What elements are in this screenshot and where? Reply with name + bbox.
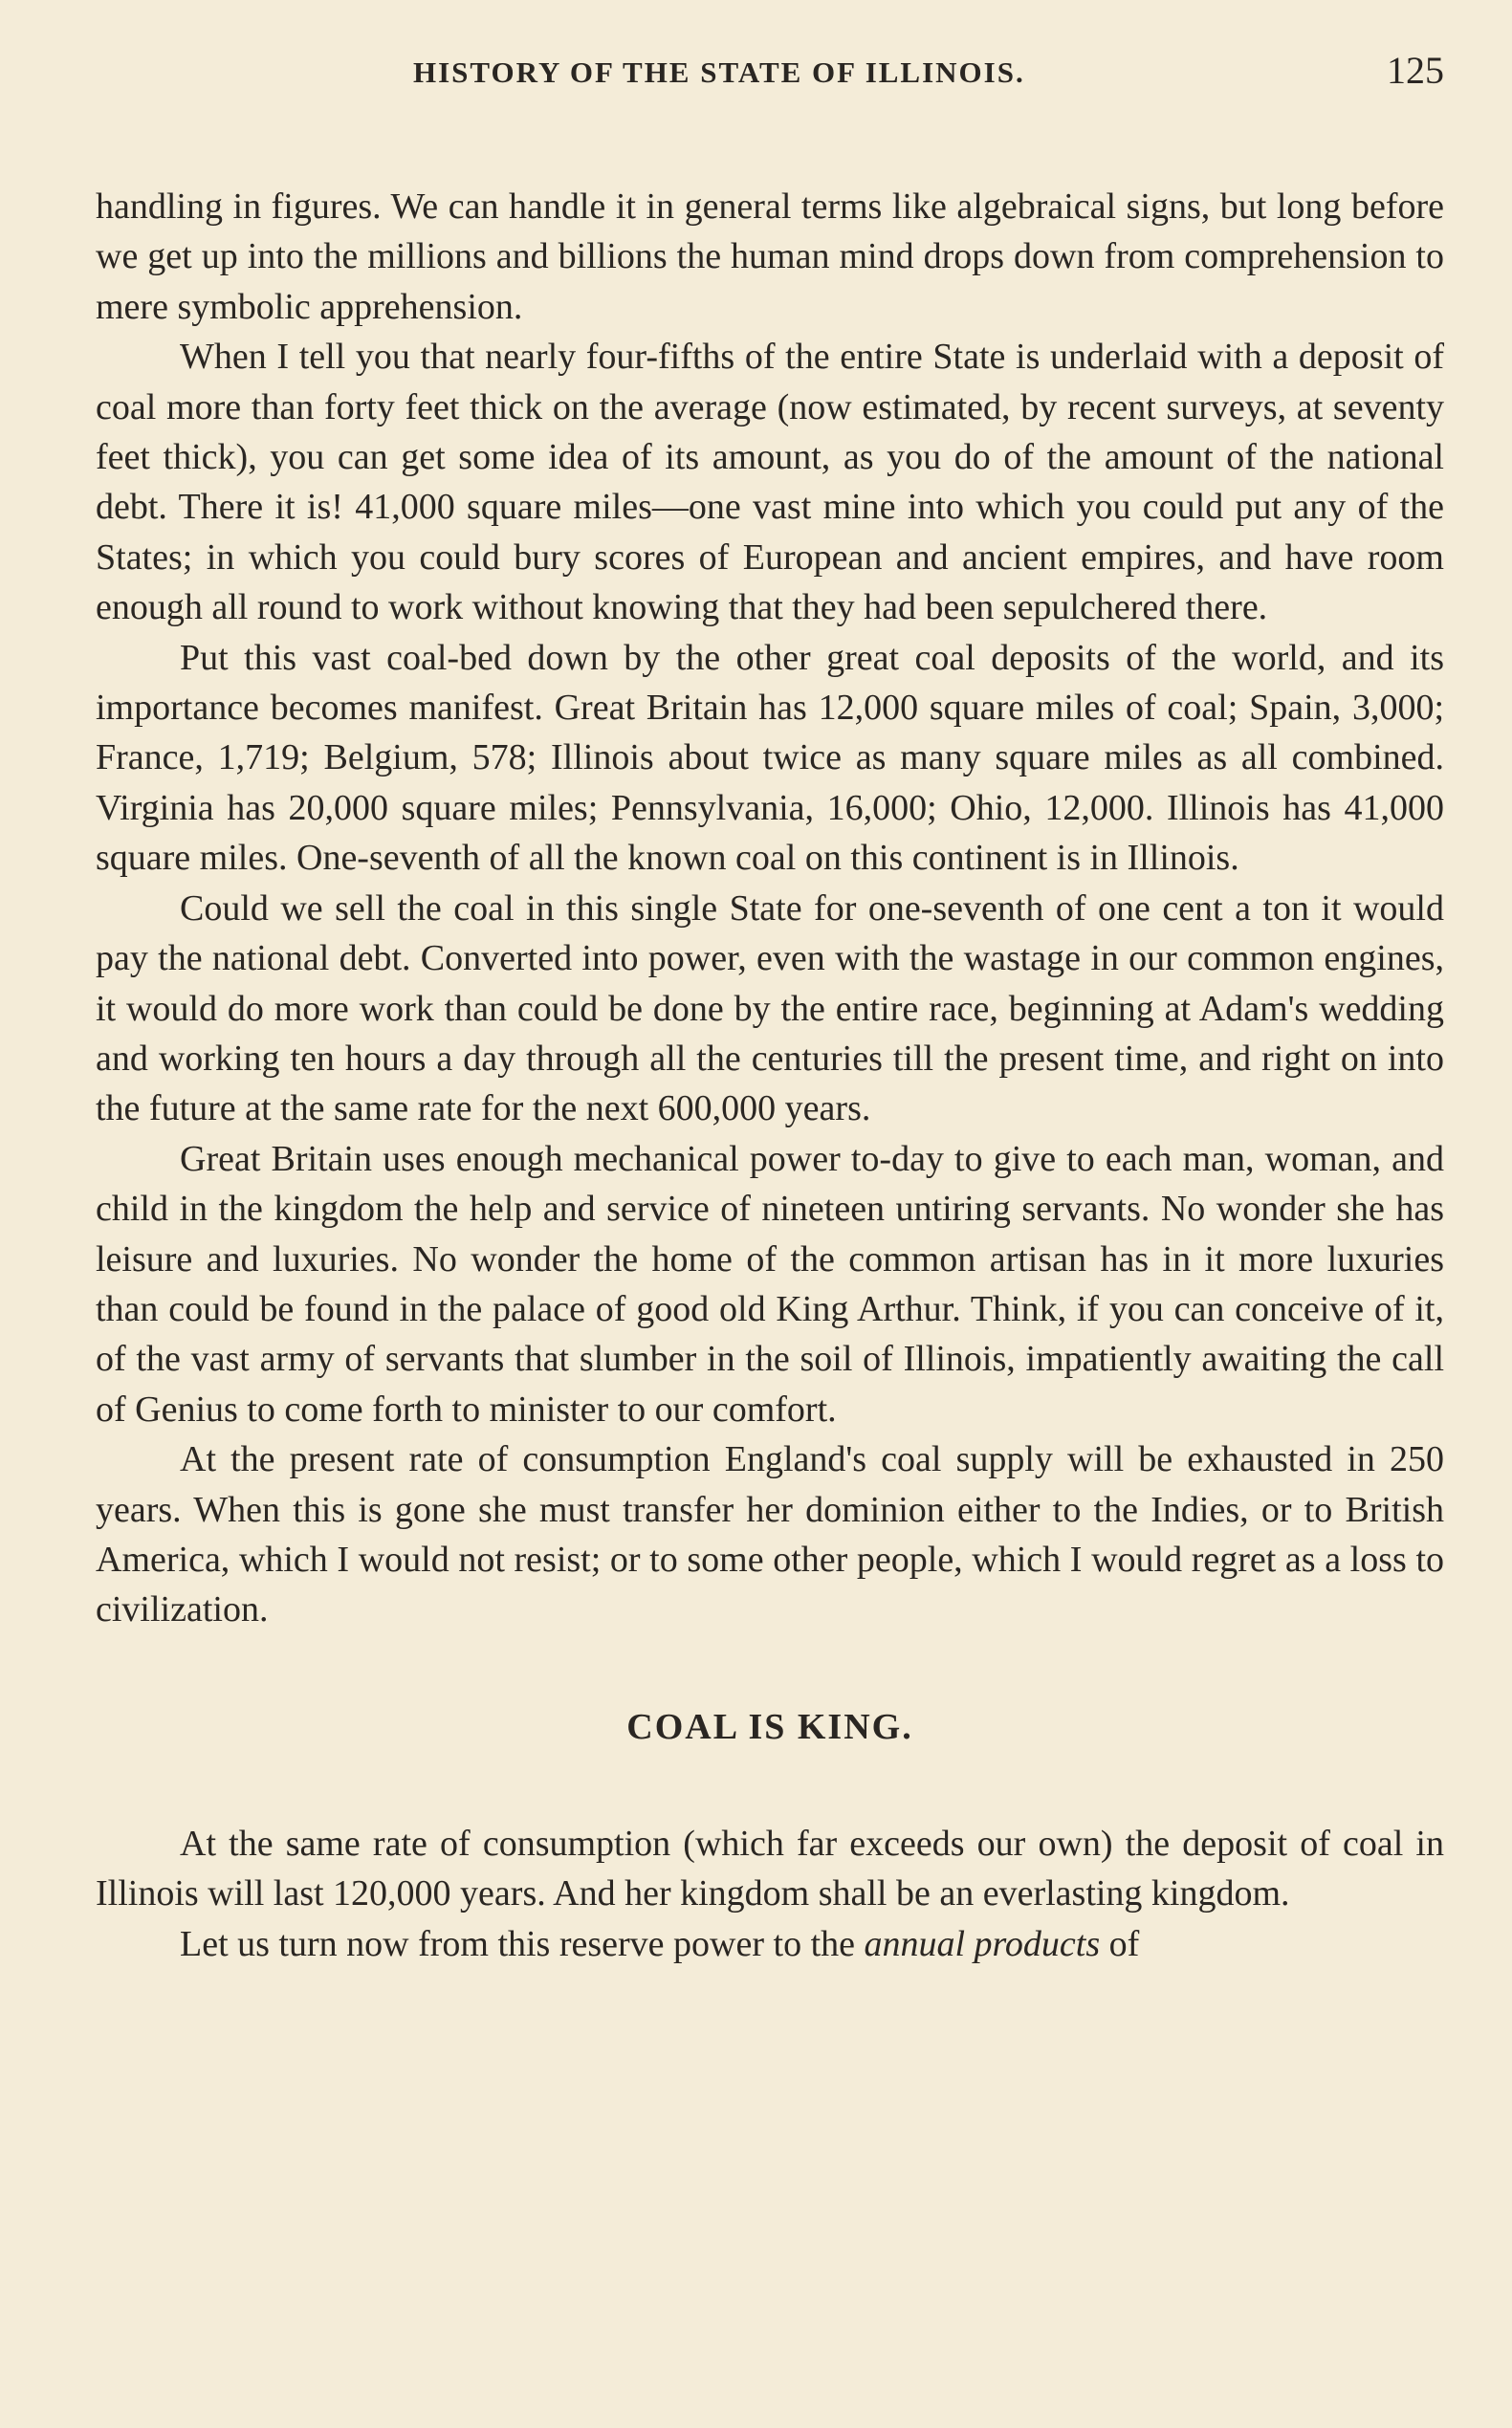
paragraph-mechanical-power: Great Britain uses enough mechanical power to-day to give to each man, woman, and child in the kingdom the help and service of nineteen untiring servants. No wonder she has leisure and luxuries. No wonder the home of the common artisan has in it more luxuries than could be found in the palace of good old King Arthur. Think, if you can conceive of it, of the vast army of servants that slumber in the soil of Illinois, impatiently awaiting the call of Genius to come forth to minister to our comfort. bbox=[96, 1138, 1444, 1430]
book-page bbox=[96, 48, 1444, 1969]
closing-lead-text: Let us turn now from this reserve power to the bbox=[180, 1923, 855, 1964]
paragraph-continued: handling in figures. We can handle it in general terms like algebraical signs, but long before we get up into the millions and billions the human mind drops down from comprehension to mere symbolic apprehension. bbox=[96, 186, 1444, 327]
page-number: 125 bbox=[1387, 49, 1444, 92]
running-head bbox=[96, 48, 1444, 105]
closing-italic-text: annual products bbox=[864, 1923, 1101, 1964]
paragraph-coal-is-king: At the same rate of consumption (which far exceeds our own) the deposit of coal in Illinois will last 120,000 years. And her kingdom shall be an everlasting kingdom. bbox=[96, 1823, 1444, 1914]
body-text bbox=[96, 182, 1444, 1969]
running-title: HISTORY OF THE STATE OF ILLINOIS. bbox=[413, 55, 1025, 89]
paragraph-england-supply: At the present rate of consumption England's coal supply will be exhausted in 250 years. When this is gone she must transfer her dominion either to the Indies, or to British America, which I would not resist; or to some other people, which I would regret as a loss to civilization. bbox=[96, 1439, 1444, 1630]
section-heading: COAL IS KING. bbox=[626, 1706, 913, 1747]
paragraph-coal-comparison: Put this vast coal-bed down by the other great coal deposits of the world, and its importance becomes manifest. Great Britain has 12,000 square miles of coal; Spain, 3,000; France, 1,719; Belgium, 578; Illinois about twice as many square miles as all combined. Virginia has 20,000 square miles; Pennsylvania, 16,000; Ohio, 12,000. Illinois has 41,000 square miles. One-seventh of all the known coal on this continent is in Illinois. bbox=[96, 637, 1444, 879]
closing-tail-text: of bbox=[1108, 1923, 1140, 1964]
paragraph-annual-products bbox=[96, 1919, 1444, 1969]
paragraph-coal-deposit: When I tell you that nearly four-fifths of the entire State is underlaid with a deposit of coal more than forty feet thick on the average (now estimated, by recent surveys, at seventy feet thick), you can get some idea of its amount, as you do of the amount of the national debt. There it is! 41,000 square miles—one vast mine into which you could put any of the States; in which you could bury scores of European and ancient empires, and have room enough all round to work without knowing that they had been sepulchered there. bbox=[96, 337, 1444, 628]
paragraph-national-debt: Could we sell the coal in this single State for one-seventh of one cent a ton it would pay the national debt. Converted into power, even with the wastage in our common engines, it would do more work than could be done by the entire race, beginning at Adam's wedding and working ten hours a day through all the centuries till the present time, and right on into the future at the same rate for the next 600,000 years. bbox=[96, 887, 1444, 1129]
